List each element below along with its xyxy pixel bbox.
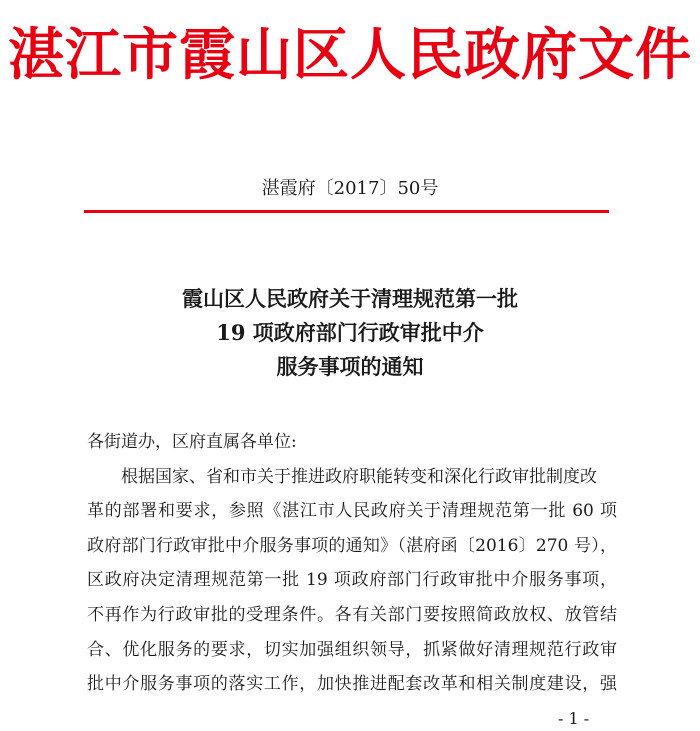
paragraph-line: 批中介服务事项的落实工作，加快推进配套改革和相关制度建设，强 — [87, 674, 617, 695]
salutation: 各街道办，区府直属各单位: — [87, 432, 297, 452]
paragraph-line: 合、优化服务的要求，切实加强组织领导，抓紧做好清理规范行政审 — [87, 639, 617, 660]
paragraph-line: 区政府决定清理规范第一批 19 项政府部门行政审批中介服务事项， — [87, 570, 617, 591]
document-header-title: 湛江市霞山区人民政府文件 — [8, 22, 692, 88]
document-body — [87, 425, 617, 702]
paragraph-line: 根据国家、省和市关于推进政府职能转变和深化行政审批制度改 — [121, 466, 597, 487]
paragraph-line: 革的部署和要求，参照《湛江市人民政府关于清理规范第一批 60 项 — [87, 501, 617, 522]
header-red-rule — [84, 210, 609, 213]
document-number: 湛霞府〔2017〕50号 — [261, 178, 439, 199]
subject-line: 服务事项的通知 — [276, 354, 424, 379]
subject-line: 19 项政府部门行政审批中介 — [216, 320, 484, 345]
page-number: - 1 - — [558, 709, 590, 728]
paragraph-line: 不再作为行政审批的受理条件。各有关部门要按照简政放权、放管结 — [87, 604, 617, 625]
subject-line: 霞山区人民政府关于清理规范第一批 — [182, 286, 518, 311]
document-subject — [0, 282, 700, 384]
paragraph-line: 政府部门行政审批中介服务事项的通知》（湛府函〔2016〕270 号）， — [87, 535, 617, 556]
